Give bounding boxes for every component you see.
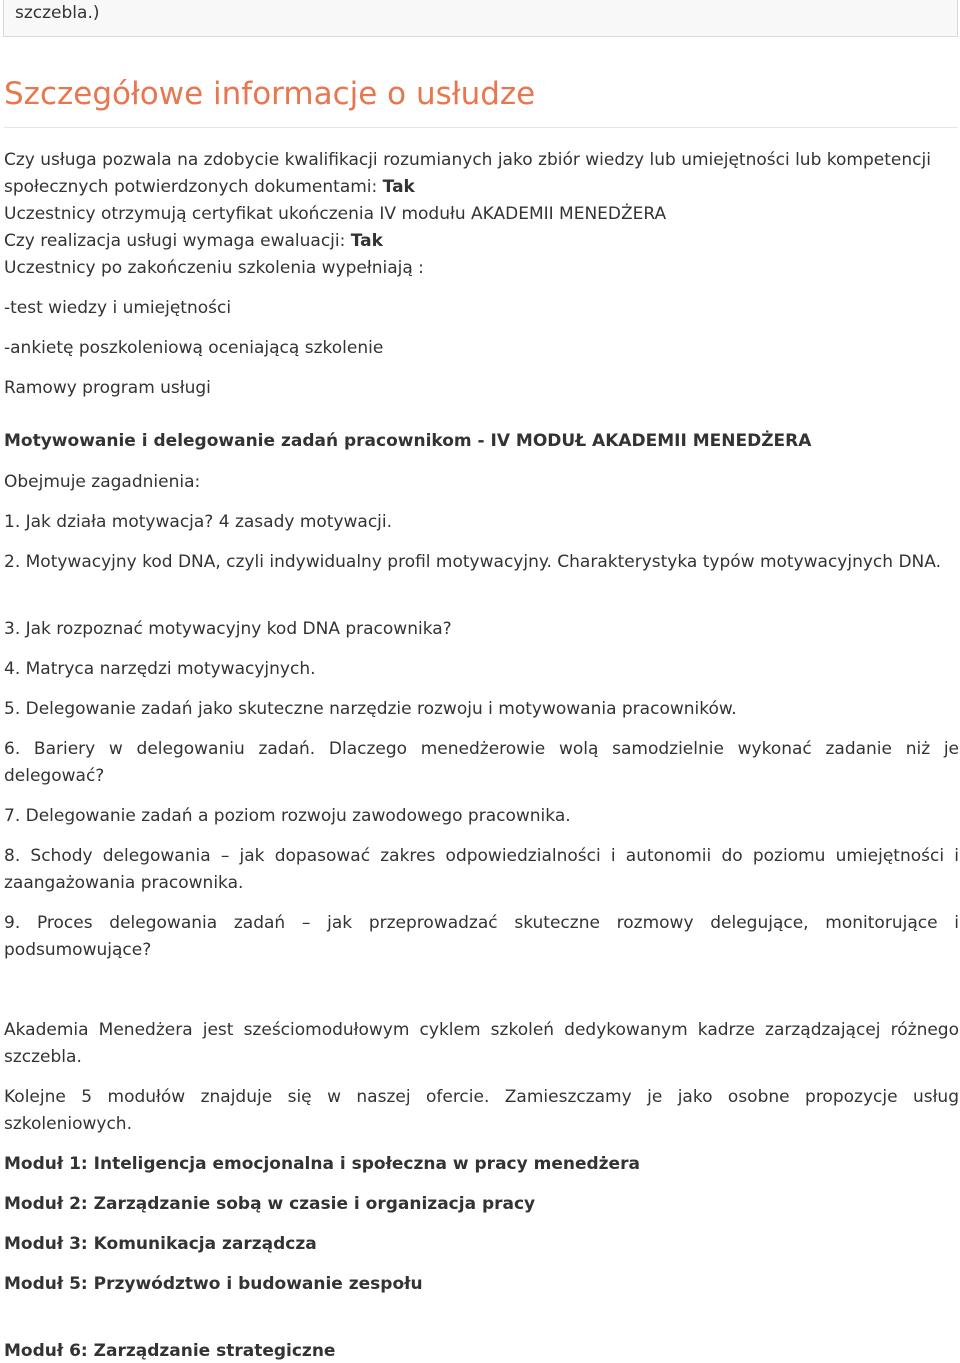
covers-label: Obejmuje zagadnienia:: [4, 472, 201, 492]
topic-item: 4. Matryca narzędzi motywacyjnych.: [4, 659, 316, 679]
module-item: Moduł 3: Komunikacja zarządcza: [4, 1234, 317, 1254]
qualification-detail: Uczestnicy otrzymują certyfikat ukończenia IV modułu AKADEMII MENEDŻERA: [4, 204, 667, 224]
topic-item: 7. Delegowanie zadań a poziom rozwoju zawodowego pracownika.: [4, 806, 571, 826]
topic-item: 6. Bariery w delegowaniu zadań. Dlaczego menedżerowie wolą samodzielnie wykonać zadanie niż je delegować?: [4, 739, 959, 786]
section-title: Szczegółowe informacje o usłudze: [4, 76, 536, 112]
topic-item: 2. Motywacyjny kod DNA, czyli indywidualny profil motywacyjny. Charakterystyka typów motywacyjnych DNA.: [4, 552, 941, 572]
academy-intro: Akademia Menedżera jest sześciomodułowym cyklem szkoleń dedykowanym kadrze zarządzającej różnego szczebla.: [4, 1020, 959, 1067]
other-modules-intro: Kolejne 5 modułów znajduje się w naszej ofercie. Zamieszczamy je jako osobne propozycje usług szkoleniowych.: [4, 1087, 959, 1134]
module-item: Moduł 6: Zarządzanie strategiczne: [4, 1341, 336, 1361]
topic-item: 3. Jak rozpoznać motywacyjny kod DNA pracownika?: [4, 619, 452, 639]
qualification-answer: Tak: [382, 177, 415, 197]
title-divider: [4, 127, 958, 128]
previous-section-text: szczebla.): [15, 3, 100, 23]
evaluation-detail: Uczestnicy po zakończeniu szkolenia wypełniają :: [4, 258, 424, 278]
qualification-question: Czy usługa pozwala na zdobycie kwalifikacji rozumianych jako zbiór wiedzy lub umiejętności lub kompetencji społecznych potwierdzonych dokumentami:: [4, 150, 931, 197]
qualification-block: [4, 147, 959, 282]
module-item: Moduł 2: Zarządzanie sobą w czasie i organizacja pracy: [4, 1194, 536, 1214]
module-item: Moduł 5: Przywództwo i budowanie zespołu: [4, 1274, 423, 1294]
topic-item: 5. Delegowanie zadań jako skuteczne narzędzie rozwoju i motywowania pracowników.: [4, 699, 737, 719]
module-item: Moduł 1: Inteligencja emocjonalna i społeczna w pracy menedżera: [4, 1154, 640, 1174]
evaluation-question: Czy realizacja usługi wymaga ewaluacji:: [4, 231, 351, 251]
previous-section-box: [3, 0, 958, 37]
program-label: Ramowy program usługi: [4, 378, 211, 398]
evaluation-answer: Tak: [350, 231, 383, 251]
eval-item-test: -test wiedzy i umiejętności: [4, 298, 232, 318]
topic-item: 9. Proces delegowania zadań – jak przeprowadzać skuteczne rozmowy delegujące, monitorujące i podsumowujące?: [4, 913, 959, 960]
topic-item: 1. Jak działa motywacja? 4 zasady motywacji.: [4, 512, 393, 532]
eval-item-survey: -ankietę poszkoleniową oceniającą szkolenie: [4, 338, 384, 358]
module-heading: Motywowanie i delegowanie zadań pracownikom - IV MODUŁ AKADEMII MENEDŻERA: [4, 431, 812, 451]
topic-item: 8. Schody delegowania – jak dopasować zakres odpowiedzialności i autonomii do poziomu umiejętności i zaangażowania pracownika.: [4, 846, 959, 893]
